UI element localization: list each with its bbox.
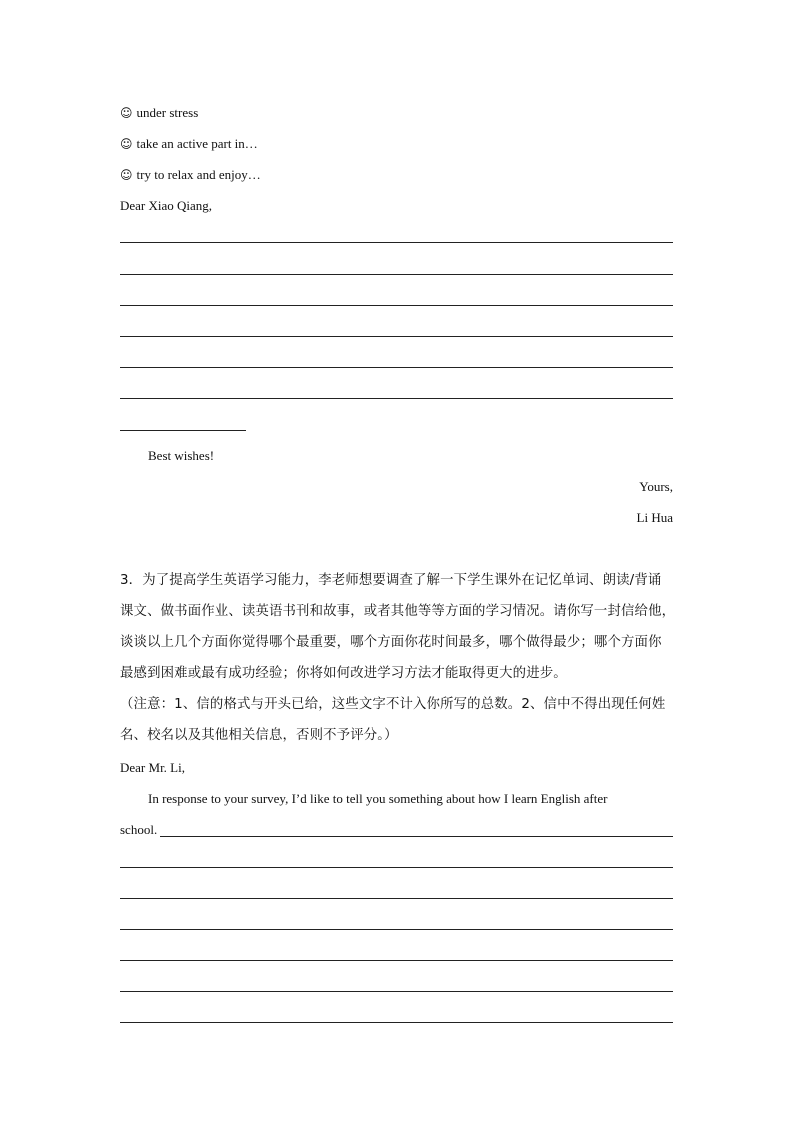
question3-line: 最感到困难或最有成功经验；你将如何改进学习方法才能取得更大的进步。 bbox=[120, 666, 567, 681]
letter2-greeting: Dear Mr. Li, bbox=[120, 760, 185, 775]
writing-line[interactable] bbox=[120, 274, 673, 275]
hint-text: under stress bbox=[136, 105, 199, 120]
smiley-icon: ☺ bbox=[120, 137, 133, 151]
writing-line[interactable] bbox=[120, 991, 673, 992]
hint-item bbox=[120, 105, 198, 121]
writing-line[interactable] bbox=[120, 305, 673, 306]
writing-line[interactable] bbox=[120, 960, 673, 961]
writing-line[interactable] bbox=[120, 336, 673, 337]
hint-item bbox=[120, 136, 258, 152]
writing-line[interactable] bbox=[120, 242, 673, 243]
writing-line[interactable] bbox=[160, 836, 673, 837]
writing-line[interactable] bbox=[120, 929, 673, 930]
writing-line[interactable] bbox=[120, 367, 673, 368]
letter2-opening: In response to your survey, I’d like to tell you something about how I learn English after bbox=[148, 791, 608, 806]
question3-line: 谈谈以上几个方面你觉得哪个最重要，哪个方面你花时间最多，哪个做得最少；哪个方面你 bbox=[120, 635, 662, 650]
writing-line[interactable] bbox=[120, 867, 673, 868]
writing-line-short[interactable] bbox=[120, 430, 246, 431]
smiley-icon: ☺ bbox=[120, 168, 133, 182]
letter1-signoff: Yours, bbox=[639, 479, 673, 494]
letter1-closing: Best wishes! bbox=[148, 448, 215, 463]
smiley-icon: ☺ bbox=[120, 106, 133, 120]
writing-line[interactable] bbox=[120, 1022, 673, 1023]
question3-note: 名、校名以及其他相关信息，否则不予评分。） bbox=[120, 728, 398, 743]
hint-text: take an active part in… bbox=[136, 136, 258, 151]
question3-line: 3．为了提高学生英语学习能力，李老师想要调查了解一下学生课外在记忆单词、朗读/背诵 bbox=[120, 573, 662, 588]
question3-line: 课文、做书面作业、读英语书刊和故事，或者其他等等方面的学习情况。请你写一封信给他， bbox=[120, 604, 676, 619]
writing-line[interactable] bbox=[120, 398, 673, 399]
letter2-opening-tail: school. bbox=[120, 822, 158, 837]
question3-note: （注意：1、信的格式与开头已给，这些文字不计入你所写的总数。2、信中不得出现任何姓 bbox=[120, 697, 666, 712]
hint-item bbox=[120, 167, 261, 183]
writing-line[interactable] bbox=[120, 898, 673, 899]
letter1-signature: Li Hua bbox=[636, 510, 673, 525]
hint-text: try to relax and enjoy… bbox=[136, 167, 261, 182]
letter1-greeting: Dear Xiao Qiang, bbox=[120, 198, 213, 213]
